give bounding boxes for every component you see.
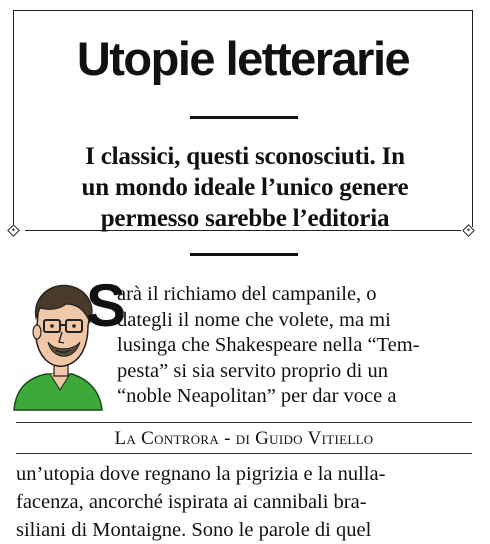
body-line: un’utopia dove regnano la pigrizia e la nulla- — [16, 463, 386, 485]
subtitle-line: permesso sarebbe l’editoria — [100, 205, 390, 232]
intro-line: arà il richiamo del campanile, o — [117, 283, 377, 305]
subtitle — [22, 141, 468, 234]
drop-cap: S — [86, 272, 127, 339]
intro-line: pesta” si sia servito proprio di un — [117, 359, 389, 382]
byline-bottom-rule — [16, 453, 472, 454]
subtitle-rule — [190, 253, 298, 256]
body-line: facenza, ancorché ispirata ai cannibali bra- — [16, 491, 367, 513]
article-body — [16, 460, 474, 544]
body-line: siliani di Montaigne. Sono le parole di quel — [16, 519, 372, 541]
intro-line: “noble Neapolitan” per dar voce a — [117, 385, 397, 407]
page-title: Utopie letterarie — [76, 32, 410, 85]
byline-top-rule — [16, 422, 472, 423]
byline: La Controra - di Guido Vitiello — [114, 428, 374, 449]
article-intro — [117, 282, 472, 410]
intro-line: lusinga che Shakespeare nella “Tem- — [117, 334, 420, 356]
subtitle-line: un mondo ideale l’unico genere — [81, 174, 409, 201]
subtitle-line: I classici, questi sconosciuti. In — [85, 143, 405, 170]
intro-line: dategli il nome che volete, ma mi — [117, 308, 391, 331]
title-rule — [190, 116, 298, 119]
